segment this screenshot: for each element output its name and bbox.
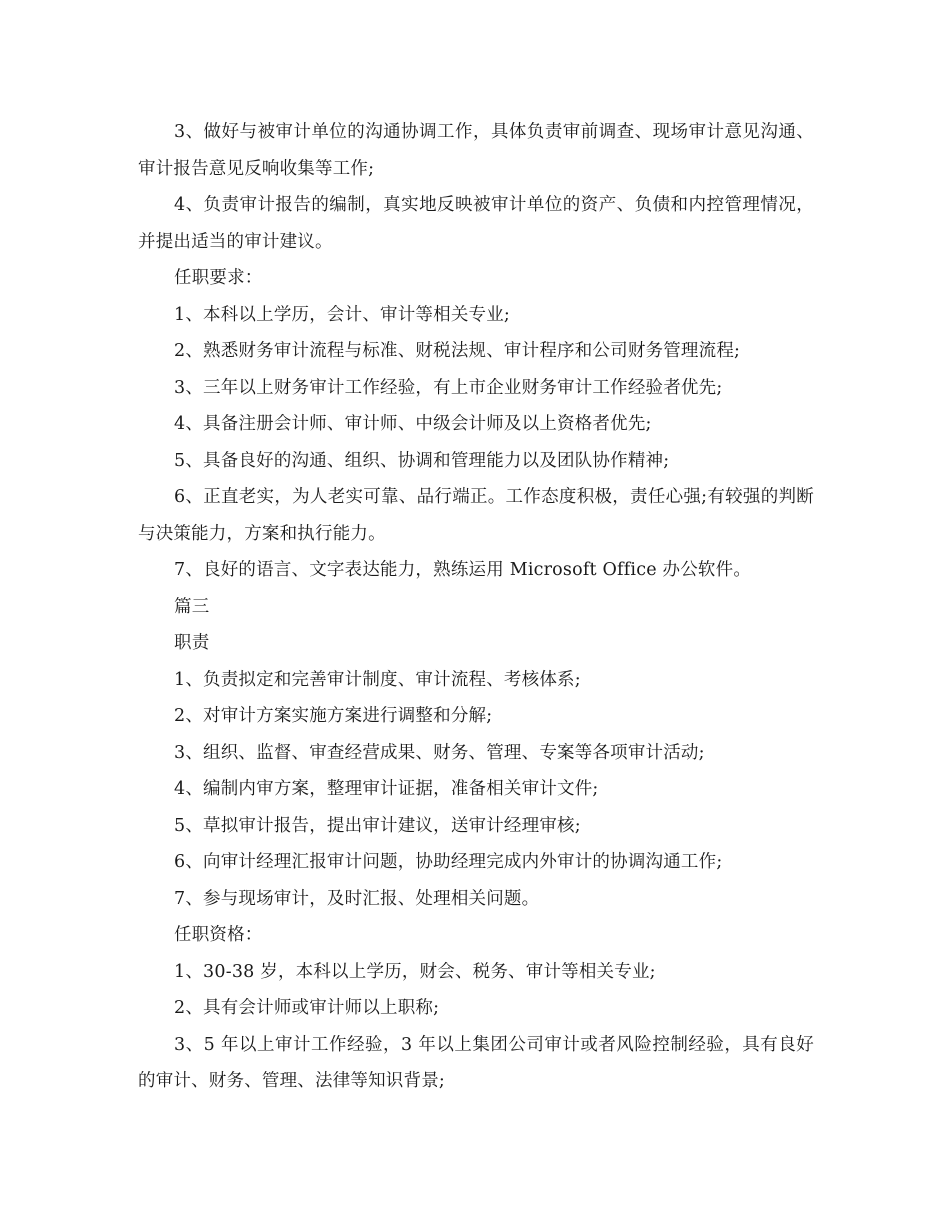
list-item: 2、具有会计师或审计师以上职称; [174,998,440,1018]
list-item: 3、组织、监督、审查经营成果、财务、管理、专案等各项审计活动; [174,742,705,763]
section-heading: 职责 [174,633,210,653]
list-item: 6、正直老实，为人老实可靠、品行端正。工作态度积极，责任心强;有较强的判断与决策能力，方案和执行能力。 [138,487,814,544]
paragraph: 4、负责审计报告的编制，真实地反映被审计单位的资产、负债和内控管理情况，并提出适当的审计建议。 [138,195,814,252]
list-item: 1、30-38 岁，本科以上学历，财会、税务、审计等相关专业; [174,961,656,982]
list-item: 5、草拟审计报告，提出审计建议，送审计经理审核; [174,815,581,836]
list-item: 7、良好的语言、文字表达能力，熟练运用 Microsoft Office 办公软件。 [174,560,752,580]
list-item: 5、具备良好的沟通、组织、协调和管理能力以及团队协作精神; [174,450,670,471]
list-item: 4、具备注册会计师、审计师、中级会计师及以上资格者优先; [174,414,652,434]
section-heading: 任职要求： [174,268,263,288]
paragraph: 3、做好与被审计单位的沟通协调工作，具体负责审前调查、现场审计意见沟通、审计报告意见反响收集等工作; [138,122,814,179]
list-item: 3、三年以上财务审计工作经验，有上市企业财务审计工作经验者优先; [174,377,723,398]
list-item: 4、编制内审方案，整理审计证据，准备相关审计文件; [174,779,599,799]
list-item: 3、5 年以上审计工作经验，3 年以上集团公司审计或者风险控制经验，具有良好的审计、财务、管理、法律等知识背景; [138,1034,814,1091]
document-body [138,114,814,1100]
section-heading: 任职资格： [174,925,263,945]
list-item: 1、负责拟定和完善审计制度、审计流程、考核体系; [174,669,581,690]
list-item: 1、本科以上学历，会计、审计等相关专业; [174,304,511,325]
list-item: 6、向审计经理汇报审计问题，协助经理完成内外审计的协调沟通工作; [174,852,723,872]
section-heading: 篇三 [174,596,210,617]
list-item: 2、对审计方案实施方案进行调整和分解; [174,706,493,726]
list-item: 7、参与现场审计，及时汇报、处理相关问题。 [174,888,540,909]
list-item: 2、熟悉财务审计流程与标准、财税法规、审计程序和公司财务管理流程; [174,341,741,361]
